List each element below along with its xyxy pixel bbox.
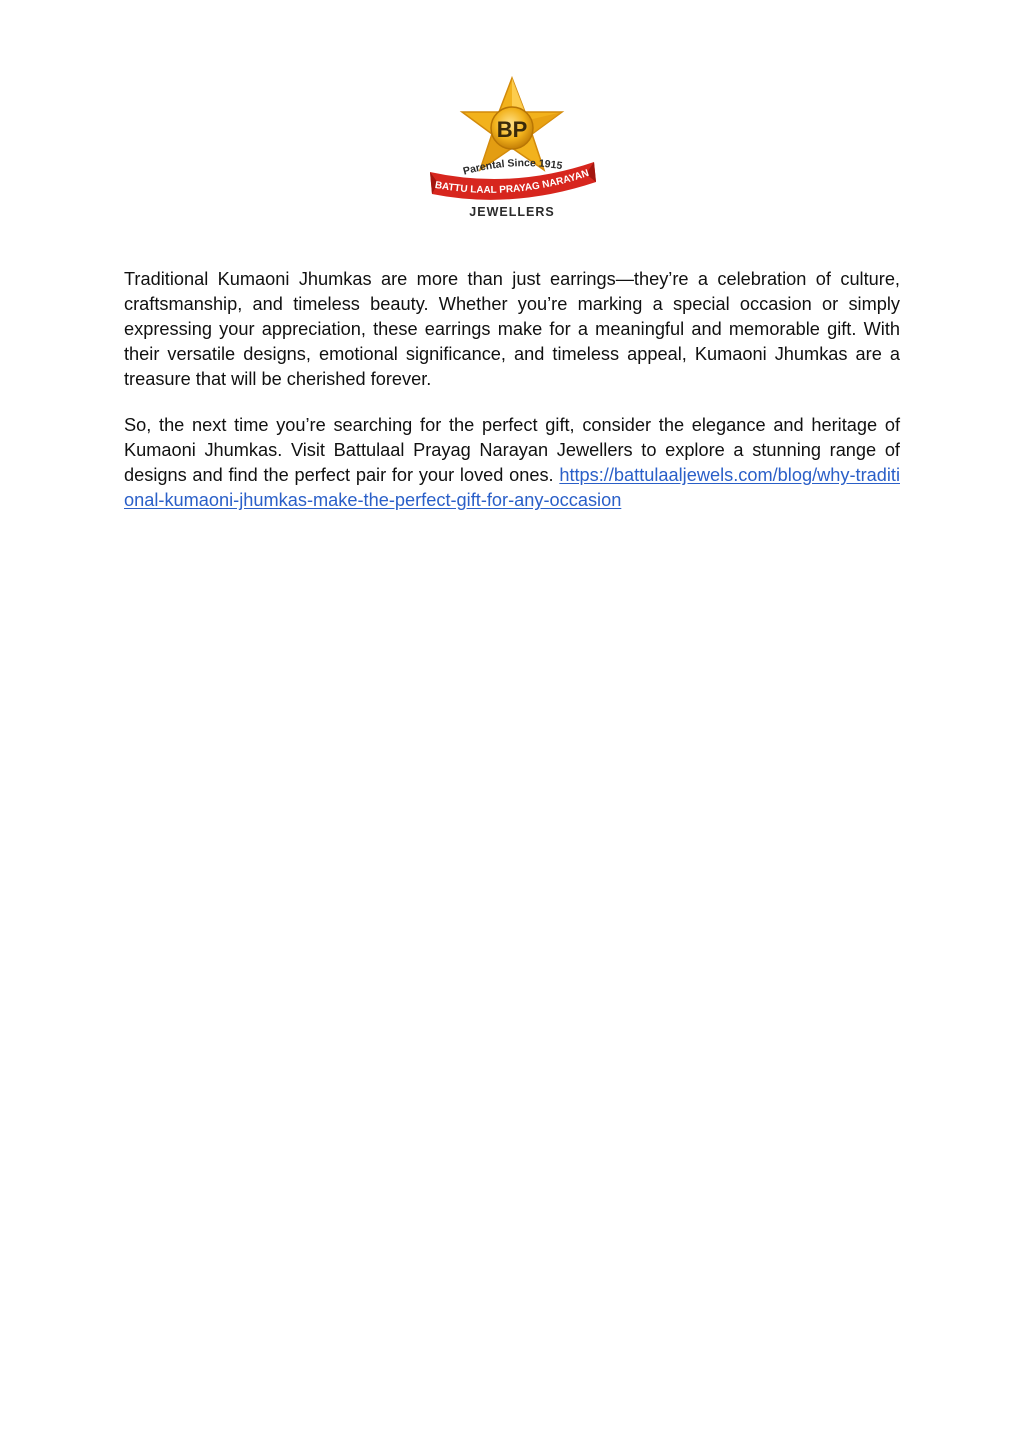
blog-link[interactable]: https://battulaaljewels.com/blog/why-traditional-kumaoni-jhumkas-make-the-perfect-gift-for-any-occasion [124,465,900,510]
star-logo-icon [428,76,596,224]
logo-monogram: BP [496,117,528,142]
logo-name: JEWELLERS [469,205,555,219]
paragraph-call-to-action [124,413,900,513]
paragraph-call-to-action-text: So, the next time you’re searching for the perfect gift, consider the elegance and heritage of Kumaoni Jhumkas. Visit Battulaal Prayag Narayan Jewellers to explore a stunning range of designs and find the perfect pair for your loved ones. [124,415,900,485]
paragraph-intro: Traditional Kumaoni Jhumkas are more than just earrings—they’re a celebration of culture, craftsmanship, and timeless beauty. Whether you’re marking a special occasion or simply expressing your appreciation, these earrings make for a meaningful and memorable gift. With their versatile designs, emotional significance, and timeless appeal, Kumaoni Jhumkas are a treasure that will be cherished forever. [124,269,900,389]
logo-tagline: Parental Since 1915 [461,157,564,178]
brand-logo [428,76,596,224]
logo-ribbon-text: BATTU LAAL PRAYAG NARAYAN [433,167,591,196]
document-body [124,267,900,513]
